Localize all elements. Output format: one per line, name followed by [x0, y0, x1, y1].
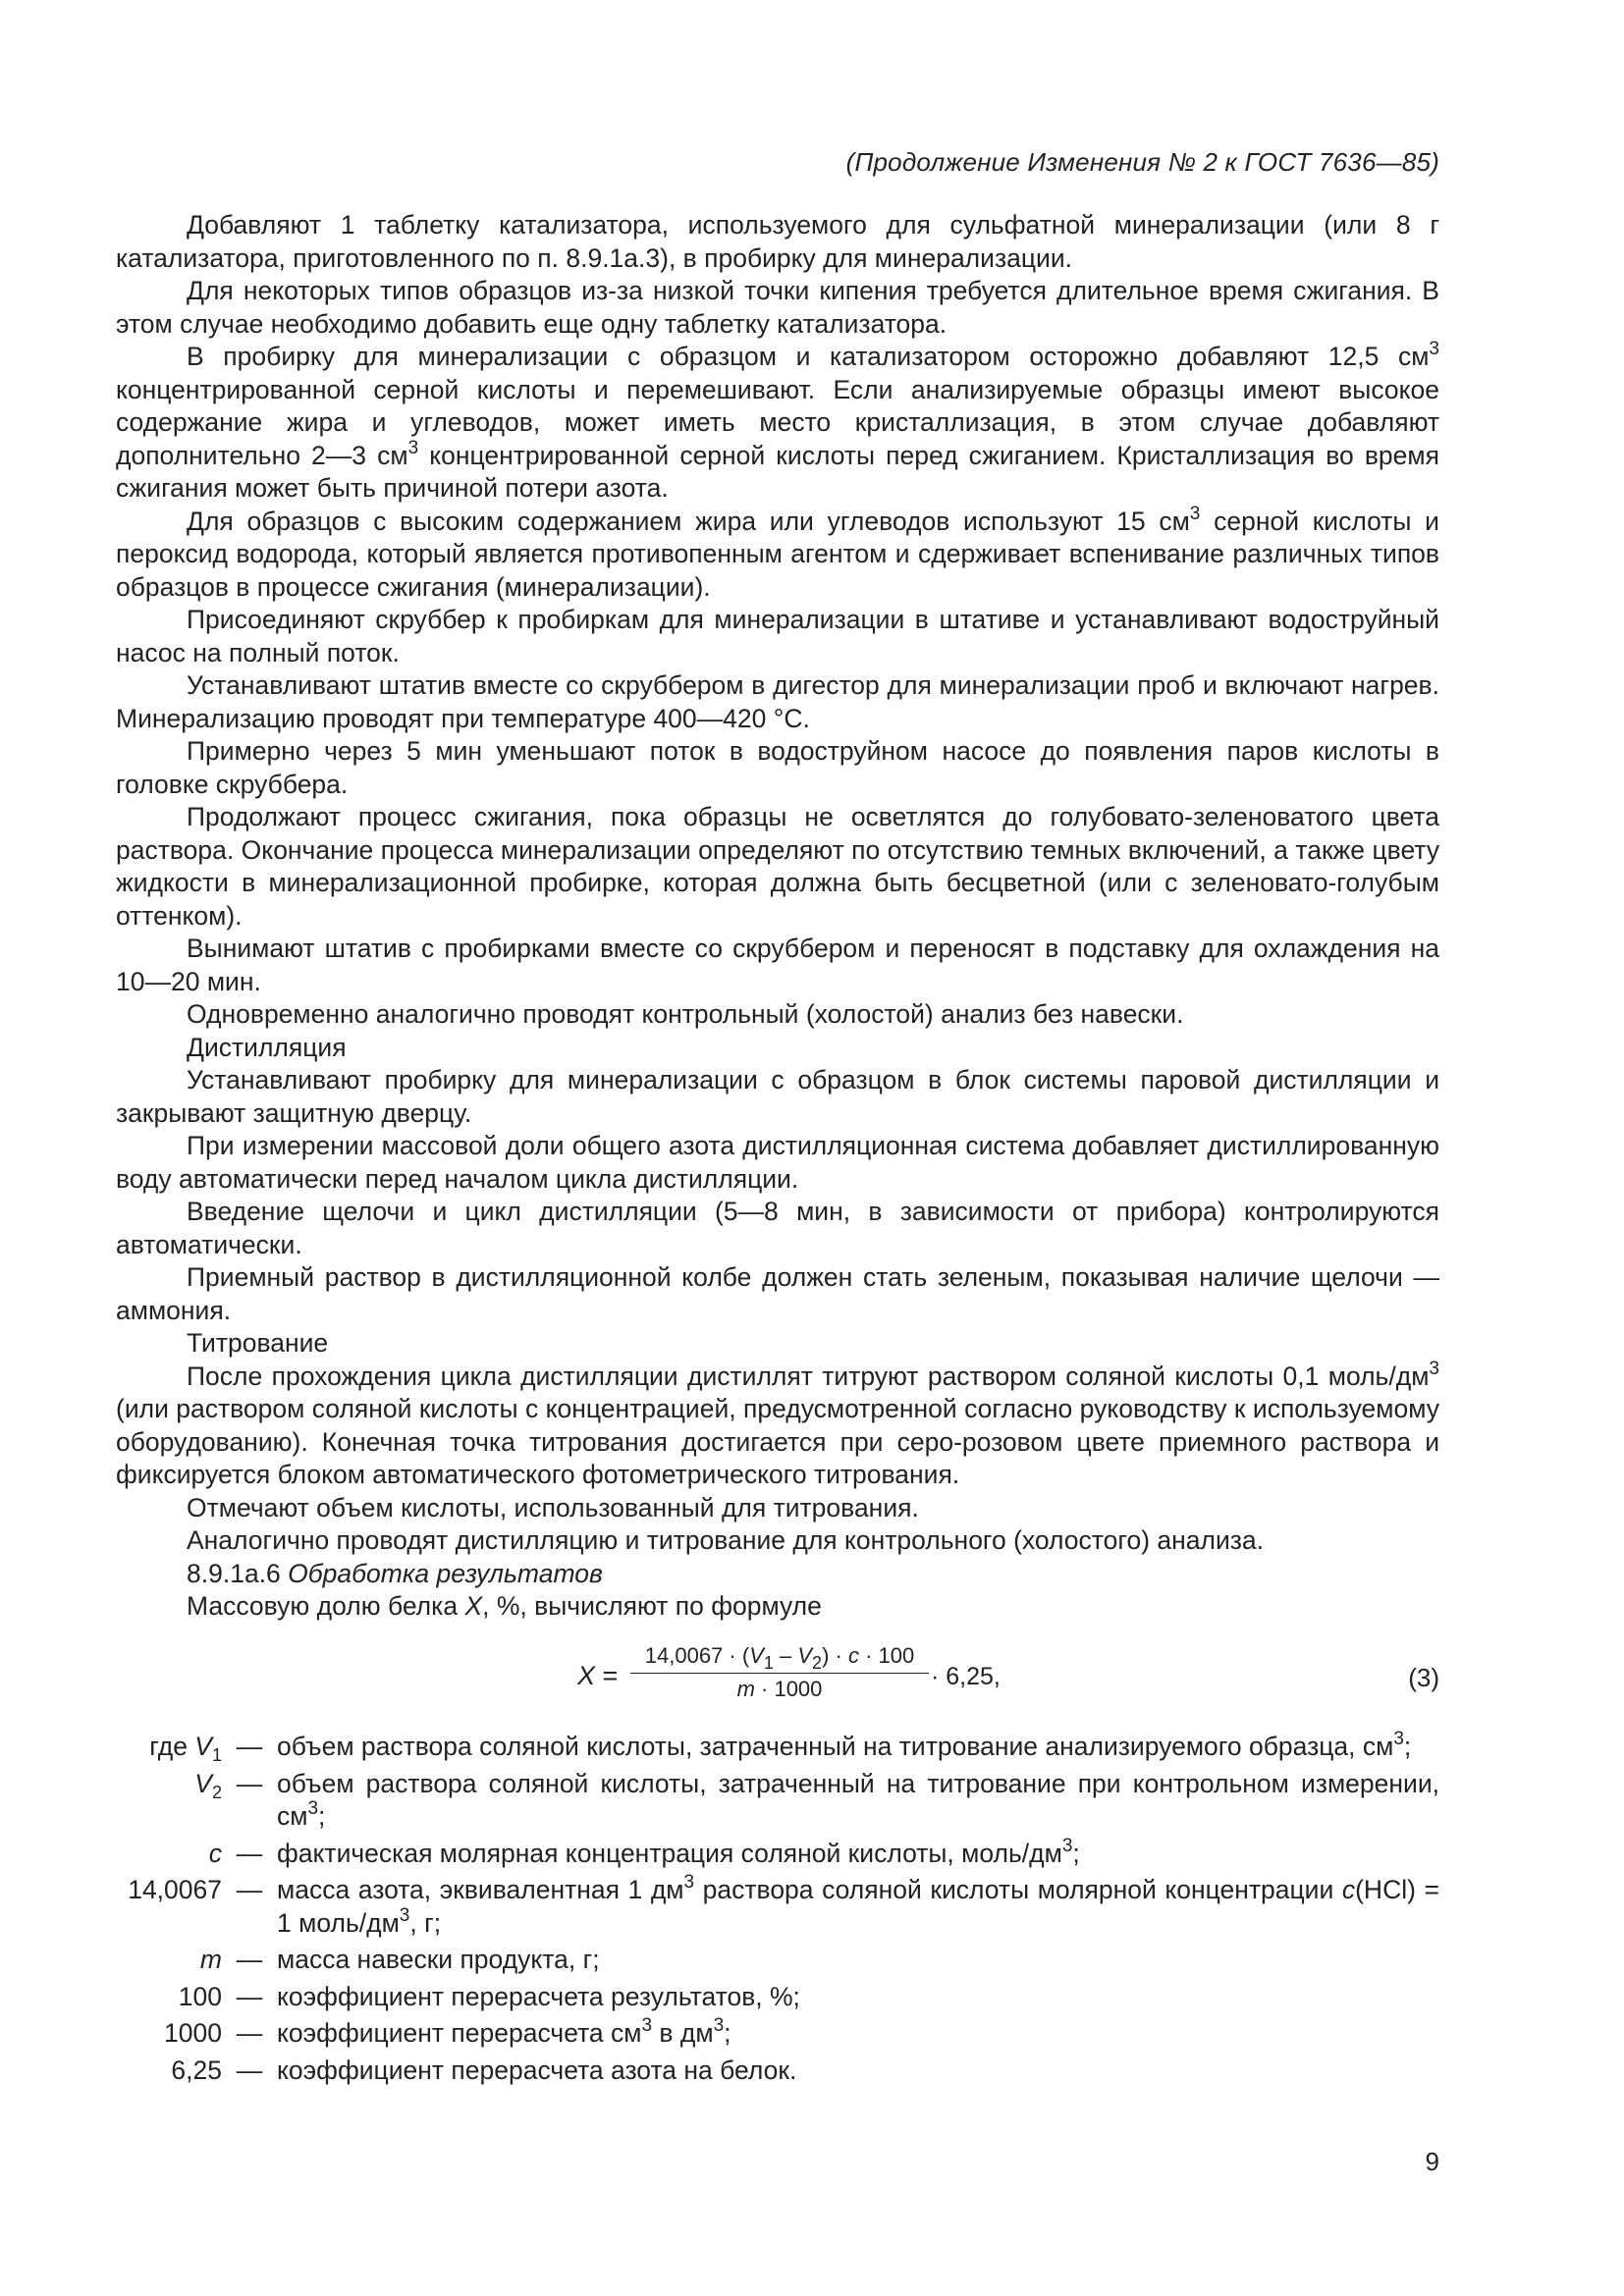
definition-row: где $V_1$ — объем раствора соляной кислоты, затраченный на титрование анализируемого образца, $см^3$;: [149, 1729, 1412, 1765]
page-number: 9: [1425, 2147, 1439, 2176]
definition-row: 14,0067 — масса азота, эквивалентная 1 $дм^3$ раствора соляной кислоты молярной концентрации c(HCl) = 1 моль/$дм^3$, г;: [128, 1872, 1439, 1938]
paragraph: Присоединяют скруббер к пробиркам для минерализации в штативе и устанавливают водоструйный насос на полный поток.: [116, 605, 1439, 667]
paragraph: Аналогично проводят дистилляцию и титрование для контрольного (холостого) анализа.: [187, 1525, 1265, 1555]
protein-formula: [116, 1643, 1439, 1712]
section-subheading-distillation: Дистилляция: [187, 1032, 347, 1062]
paragraph: После прохождения цикла дистилляции дистиллят титруют раствором соляной кислоты 0,1 моль/$дм^3$ (или раствором соляной кислоты с концентрацией, предусмотренной согласно руководству к используемому оборудованию). Конечная точка титрования достигается при серо-розовом цвете приемного раствора и фиксируется блоком автоматического фотометрического титрования.: [116, 1358, 1439, 1489]
paragraph: Одновременно аналогично проводят контрольный (холостой) анализ без навески.: [187, 999, 1184, 1029]
paragraph: Для некоторых типов образцов из-за низкой точки кипения требуется длительное время сжигания. В этом случае необходимо добавить еще одну таблетку катализатора.: [116, 276, 1439, 339]
definition-row: 100 — коэффициент перерасчета результатов, %;: [178, 1981, 800, 2011]
continuation-header: (Продолжение Изменения № 2 к ГОСТ 7636—85): [845, 147, 1439, 177]
paragraph: При измерении массовой доли общего азота дистилляционная система добавляет дистиллированную воду автоматически перед началом цикла дистилляции.: [116, 1131, 1439, 1194]
formula-denominator: m · 1000: [736, 1677, 823, 1701]
definition-row: c — фактическая молярная концентрация соляной кислоты, моль/$дм^3$;: [208, 1835, 1080, 1868]
paragraph: Приемный раствор в дистилляционной колбе должен стать зеленым, показывая наличие щелочи — аммония.: [116, 1262, 1439, 1325]
definition-row: 1000 — коэффициент перерасчета $см^3$ в $дм^3$;: [164, 2015, 731, 2048]
paragraph: Для образцов с высоким содержанием жира или углеводов используют 15 $см^3$ серной кислоты и пероксид водорода, который является противопенным агентом и сдерживает вспенивание различных типов образцов в процессе сжигания (минерализации).: [116, 503, 1439, 602]
clause-heading: 8.9.1а.6 Обработка результатов: [187, 1558, 603, 1588]
definition-row: m — масса навески продукта, г;: [199, 1945, 600, 1974]
body-text: [116, 209, 1439, 1624]
formula-lhs: X =: [577, 1661, 619, 1690]
paragraph: Продолжают процесс сжигания, пока образцы не осветлятся до голубовато-зеленоватого цвета раствора. Окончание процесса минерализации определяют по отсутствию темных включений, а также цвету жидкости в минерализационной пробирке, которая должна быть бесцветной (или с зеленовато-голубым оттенком).: [116, 802, 1439, 931]
definition-row: 6,25 — коэффициент перерасчета азота на белок.: [171, 2055, 797, 2085]
symbol-definitions: [116, 1731, 1439, 2087]
paragraph: Примерно через 5 мин уменьшают поток в водоструйном насосе до появления паров кислоты в головке скруббера.: [116, 736, 1439, 799]
paragraph: Отмечают объем кислоты, использованный для титрования.: [187, 1492, 919, 1522]
paragraph: Добавляют 1 таблетку катализатора, используемого для сульфатной минерализации (или 8 г катализатора, приготовленного по п. 8.9.1а.3), в пробирку для минерализации.: [116, 210, 1439, 273]
paragraph: Введение щелочи и цикл дистилляции (5—8 мин, в зависимости от прибора) контролируются автоматически.: [116, 1197, 1439, 1259]
paragraph: Вынимают штатив с пробирками вместе со скруббером и переносят в подставку для охлаждения на 10—20 мин.: [116, 934, 1439, 996]
formula-numerator: $14,0067 \cdot (V_1 - V_2) \cdot c \cdot 100$: [630, 1643, 929, 1674]
paragraph: Устанавливают пробирку для минерализации с образцом в блок системы паровой дистилляции и закрывают защитную дверцу.: [116, 1065, 1439, 1128]
formula-number: (3): [1408, 1663, 1439, 1692]
section-subheading-titration: Титрование: [187, 1328, 329, 1358]
paragraph: Устанавливают штатив вместе со скруббером в дигестор для минерализации проб и включают нагрев. Минерализацию проводят при температуре 400—420 °С.: [116, 670, 1439, 733]
paragraph: Массовую долю белка X, %, вычисляют по формуле: [187, 1591, 822, 1621]
formula-tail: · 6,25,: [931, 1663, 1001, 1690]
formula-fraction: [630, 1643, 929, 1702]
paragraph: В пробирку для минерализации с образцом и катализатором осторожно добавляют 12,5 $см^3$ концентрированной серной кислоты и перемешивают. Если анализируемые образцы имеют высокое содержание жира и углеводов, может иметь место кристаллизация, в этом случае добавляют дополнительно 2—3 $см^3$ концентрированной серной кислоты перед сжиганием. Кристаллизация во время сжигания может быть причиной потери азота.: [116, 339, 1439, 503]
definition-row: $V_2$ — объем раствора соляной кислоты, затраченный на титрование при контрольном измерении, $см^3$;: [194, 1768, 1439, 1831]
